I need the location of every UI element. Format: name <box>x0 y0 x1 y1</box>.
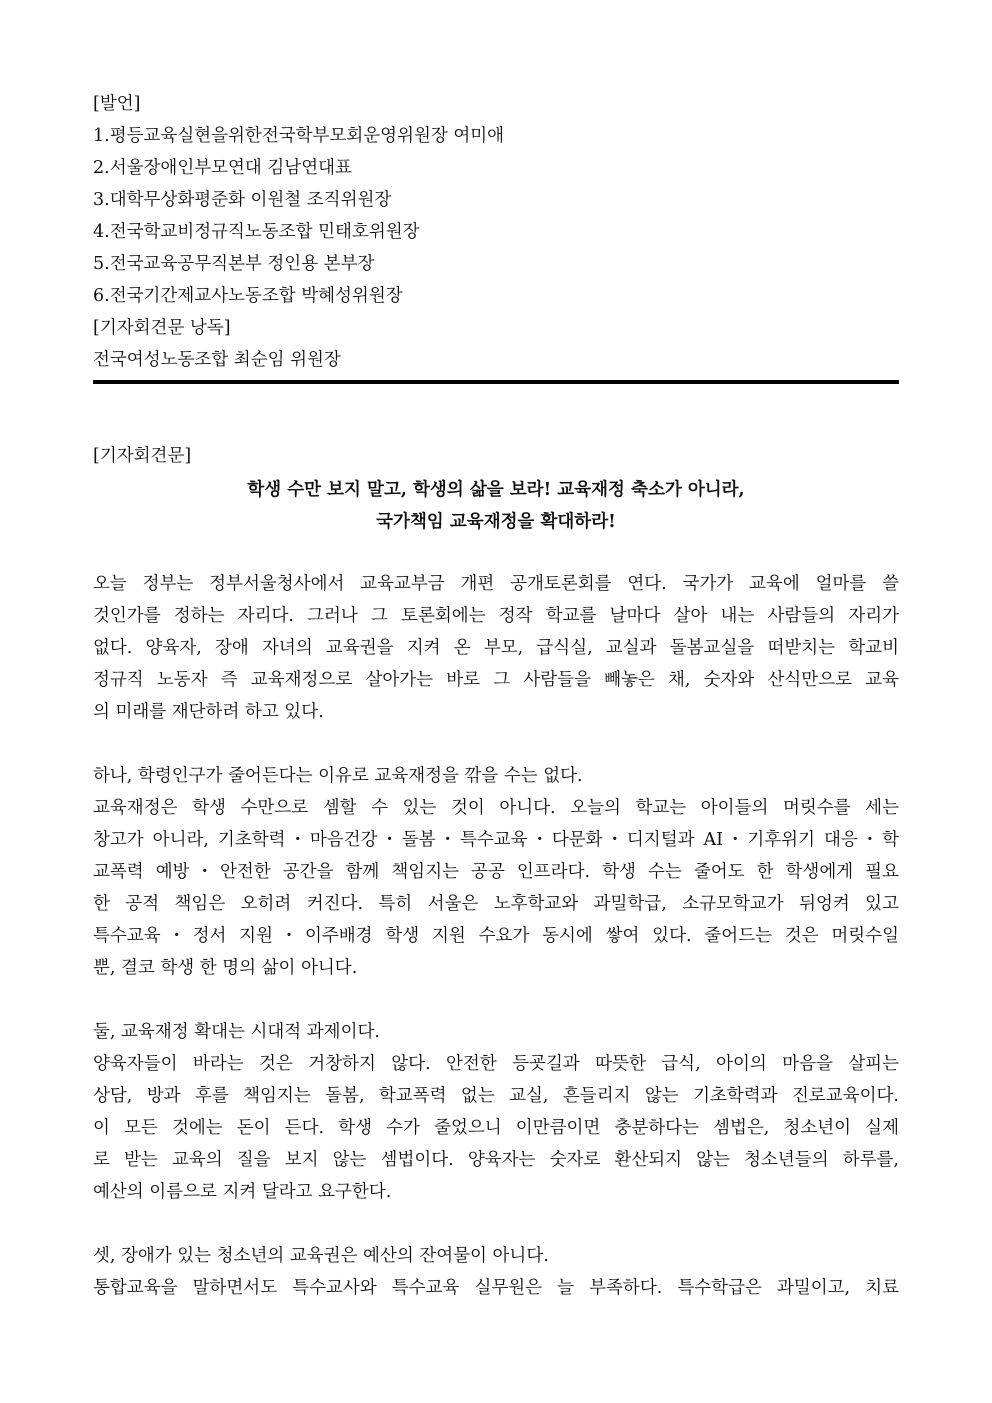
point2-line: 양육자들이 바라는 것은 거창하지 않다. 안전한 등굣길과 따뜻한 급식, 아이의 마음을 살피는 <box>93 1054 899 1074</box>
point3-heading: 셋, 장애가 있는 청소년의 교육권은 예산의 잔여물이 아니다. <box>93 1246 549 1266</box>
speaker-item: 2.서울장애인부모연대 김남연대표 <box>93 158 352 178</box>
point1-line: 교육재정은 학생 수만으로 셈할 수 있는 것이 아니다. 오늘의 학교는 아이들의 머릿수를 세는 <box>93 798 899 818</box>
intro-line: 정규직 노동자 즉 교육재정으로 살아가는 바로 그 사람들을 빼놓은 채, 숫자와 산식만으로 교육 <box>93 670 899 690</box>
intro-line: 없다. 양육자, 장애 자녀의 교육권을 지켜 온 부모, 급식실, 교실과 돌봄교실을 떠받치는 학교비 <box>93 638 899 658</box>
point2-line: 상담, 방과 후를 책임지는 돌봄, 학교폭력 없는 교실, 흔들리지 않는 기초학력과 진로교육이다. <box>93 1086 899 1106</box>
intro-line: 오늘 정부는 정부서울청사에서 교육교부금 개편 공개토론회를 연다. 국가가 교육에 얼마를 쓸 <box>93 574 899 594</box>
point3-line: 통합교육을 말하면서도 특수교사와 특수교육 실무원은 늘 부족하다. 특수학급은 과밀이고, 치료 <box>93 1278 899 1298</box>
point1-line: 창고가 아니라, 기초학력・마음건강・돌봄・특수교육・다문화・디지털과 AI・기후위기 대응・학 <box>93 830 899 850</box>
point2-line: 로 받는 교육의 질을 보지 않는 셈법이다. 양육자는 숫자로 환산되지 않는 청소년들의 하루를, <box>93 1150 899 1170</box>
speaker-item: 3.대학무상화평준화 이원철 조직위원장 <box>93 190 392 210</box>
point2-line: 예산의 이름으로 지켜 달라고 요구한다. <box>93 1182 392 1202</box>
point2-line: 이 모든 것에는 돈이 든다. 학생 수가 줄었으니 이만큼이면 충분하다는 셈법은, 청소년이 실제 <box>93 1118 899 1138</box>
reader-name: 전국여성노동조합 최순임 위원장 <box>93 350 341 370</box>
section-divider <box>93 380 899 384</box>
statement-body <box>93 568 899 1304</box>
speaker-item: 4.전국학교비정규직노동조합 민태호위원장 <box>93 222 420 242</box>
point1-heading: 하나, 학령인구가 줄어든다는 이유로 교육재정을 깎을 수는 없다. <box>93 766 583 786</box>
speaker-item: 6.전국기간제교사노동조합 박혜성위원장 <box>93 286 403 306</box>
point2-heading: 둘, 교육재정 확대는 시대적 과제이다. <box>93 1022 380 1042</box>
reading-heading: [기자회견문 낭독] <box>93 318 231 338</box>
speaker-item: 1.평등교육실현을위한전국학부모회운영위원장 여미애 <box>93 126 505 146</box>
intro-line: 의 미래를 재단하려 하고 있다. <box>93 702 324 722</box>
speaker-item: 5.전국교육공무직본부 정인용 본부장 <box>93 254 375 274</box>
point1-line: 뿐, 결코 학생 한 명의 삶이 아니다. <box>93 958 358 978</box>
speakers-heading: [발언] <box>93 94 141 114</box>
statement-label: [기자회견문] <box>93 446 192 466</box>
point1-line: 교폭력 예방・안전한 공간을 함께 책임지는 공공 인프라다. 학생 수는 줄어도 한 학생에게 필요 <box>93 862 899 882</box>
statement-title-line1: 학생 수만 보지 말고, 학생의 삶을 보라! 교육재정 축소가 아니라, <box>247 480 745 500</box>
intro-line: 것인가를 정하는 자리다. 그러나 그 토론회에는 정작 학교를 날마다 살아 내는 사람들의 자리가 <box>93 606 899 626</box>
point1-line: 특수교육・정서 지원・이주배경 학생 지원 수요가 동시에 쌓여 있다. 줄어드는 것은 머릿수일 <box>93 926 899 946</box>
statement-title-line2: 국가책임 교육재정을 확대하라! <box>376 512 616 532</box>
point1-line: 한 공적 책임은 오히려 커진다. 특히 서울은 노후학교와 과밀학급, 소규모학교가 뒤엉켜 있고 <box>93 894 899 914</box>
speakers-section <box>93 88 899 376</box>
